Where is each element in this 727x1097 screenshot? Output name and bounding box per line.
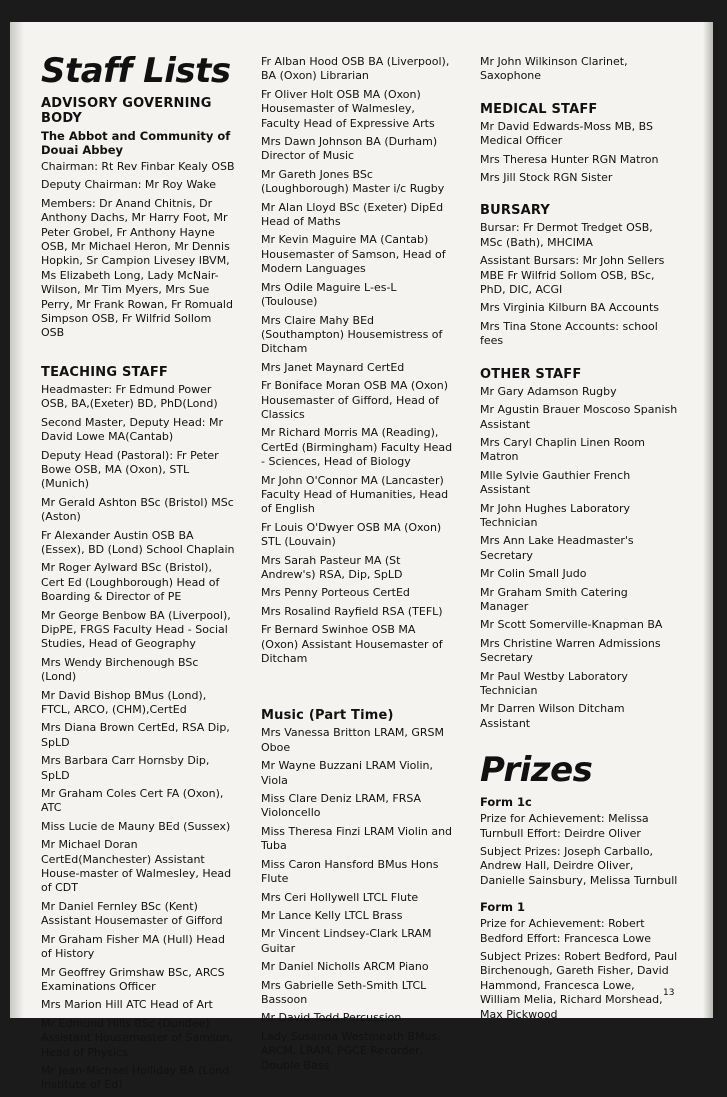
list-item: Bursar: Fr Dermot Tredget OSB, MSc (Bath), MHCIMA	[480, 221, 653, 249]
list-item: Fr Boniface Moran OSB MA (Oxon) Housemaster of Gifford, Head of Classics	[261, 379, 449, 421]
list-item: Mr Roger Aylward BSc (Bristol), Cert Ed (Loughborough) Head of Boarding & Director of PE	[41, 561, 220, 604]
music-list	[261, 726, 455, 1073]
list-item: Mrs Dawn Johnson BA (Durham) Director of Music	[261, 135, 438, 163]
list-item: Miss Theresa Finzi LRAM Violin and Tuba	[261, 824, 453, 853]
list-item: Fr Alexander Austin OSB BA (Essex), BD (Lond) School Chaplain	[41, 528, 235, 556]
page-title: Staff Lists	[41, 51, 231, 91]
list-item: Mr Michael Doran CertEd(Manchester) Assistant House-master of Walmesley, Head of CDT	[41, 838, 232, 895]
list-item: Deputy Head (Pastoral): Fr Peter Bowe OSB, MA (Oxon), STL (Munich)	[41, 448, 219, 491]
list-item: Miss Lucie de Mauny BEd (Sussex)	[41, 819, 231, 833]
bursary-list	[480, 221, 678, 348]
list-item: Miss Clare Deniz LRAM, FRSA Violoncello	[261, 792, 422, 820]
list-item: Mr Alan Lloyd BSc (Exeter) DipEd Head of Maths	[261, 200, 444, 229]
medical-list	[480, 120, 678, 186]
list-item: Prize for Achievement: Robert Bedford Effort: Francesca Lowe	[480, 917, 652, 945]
list-item: Mr Geoffrey Grimshaw BSc, ARCS Examinations Officer	[41, 965, 225, 993]
bursary-heading: BURSARY	[480, 203, 551, 219]
list-item: Mr Gareth Jones BSc (Loughborough) Master i/c Rugby	[261, 167, 445, 196]
list-item: Mrs Theresa Hunter RGN Matron	[480, 152, 659, 166]
list-item: Mrs Claire Mahy BEd (Southampton) Housemistress of Ditcham	[261, 313, 443, 356]
form-1c-heading: Form 1c	[480, 795, 532, 810]
medical-heading: MEDICAL STAFF	[480, 101, 598, 117]
other-staff-heading: OTHER STAFF	[480, 366, 582, 382]
list-item: Mr Gary Adamson Rugby	[480, 384, 617, 398]
list-item: Mr Vincent Lindsey-Clark LRAM Guitar	[261, 927, 432, 955]
list-item: Mlle Sylvie Gauthier French Assistant	[480, 468, 631, 497]
form-1-list	[480, 917, 678, 1022]
list-item: Second Master, Deputy Head: Mr David Lowe MA(Cantab)	[41, 415, 224, 444]
list-item: Mrs Rosalind Rayfield RSA (TEFL)	[261, 604, 443, 618]
list-item: Mr Edmund Hills BSc (Dundee) Assistant Housemaster of Samson, Head of Physics	[41, 1016, 233, 1059]
advisory-list	[41, 160, 237, 341]
list-item: Mr Gerald Ashton BSc (Bristol) MSc (Aston)	[41, 495, 234, 524]
list-item: Mrs Virginia Kilburn BA Accounts	[480, 301, 660, 315]
other-staff-list	[480, 385, 678, 732]
list-item: Mrs Janet Maynard CertEd	[261, 360, 405, 374]
list-item: Mrs Ceri Hollywell LTCL Flute	[261, 890, 419, 904]
list-item: Mrs Ann Lake Headmaster's Secretary	[480, 534, 634, 562]
teaching-list	[41, 383, 237, 1093]
advisory-heading: ADVISORY GOVERNING BODY	[41, 96, 212, 126]
teaching-heading: TEACHING STAFF	[41, 364, 168, 380]
list-item: Mr David Todd Percussion	[261, 1011, 402, 1025]
list-item: Mrs Tina Stone Accounts: school fees	[480, 319, 658, 348]
list-item: Mr Scott Somerville-Knapman BA	[480, 618, 663, 632]
list-item: Mrs Penny Porteous CertEd	[261, 586, 410, 600]
list-item: Mrs Gabrielle Seth-Smith LTCL Bassoon	[261, 978, 427, 1006]
list-item: Fr Oliver Holt OSB MA (Oxon) Housemaster of Walmesley, Faculty Head of Expressive Arts	[261, 87, 435, 130]
list-item: Assistant Bursars: Mr John Sellers MBE Fr Wilfrid Sollom OSB, BSc, PhD, DIC, ACGI	[480, 254, 665, 297]
list-item: Mr John Wilkinson Clarinet, Saxophone	[480, 55, 628, 83]
list-item: Mr Darren Wilson Ditcham Assistant	[480, 702, 625, 730]
list-item: Fr Louis O'Dwyer OSB MA (Oxon) STL (Louvain)	[261, 520, 442, 549]
list-item: Fr Alban Hood OSB BA (Liverpool), BA (Oxon) Librarian	[261, 55, 450, 83]
list-item: Mr Graham Smith Catering Manager	[480, 585, 628, 613]
list-item: Mrs Vanessa Britton LRAM, GRSM Oboe	[261, 726, 445, 754]
list-item: Mrs Diana Brown CertEd, RSA Dip, SpLD	[41, 721, 230, 749]
list-item: Mrs Barbara Carr Hornsby Dip, SpLD	[41, 754, 210, 782]
list-item: Mr David Edwards-Moss MB, BS Medical Officer	[480, 119, 653, 148]
advisory-subheading: The Abbot and Community of Douai Abbey	[41, 129, 231, 157]
list-item: Mr John Hughes Laboratory Technician	[480, 501, 631, 529]
list-item: Mr Kevin Maguire MA (Cantab) Housemaster of Samson, Head of Modern Languages	[261, 233, 446, 276]
list-item: Mrs Jill Stock RGN Sister	[480, 171, 613, 185]
list-item: Mr Daniel Fernley BSc (Kent) Assistant Housemaster of Gifford	[41, 899, 223, 928]
list-item: Mrs Wendy Birchenough BSc (Lond)	[41, 655, 199, 684]
list-item: Subject Prizes: Robert Bedford, Paul Birchenough, Gareth Fisher, David Hammond, Francesca Lowe, William Melia, Richard Morshead, Max Pickwood	[480, 950, 678, 1021]
list-item: Mr Daniel Nicholls ARCM Piano	[261, 960, 429, 974]
column-3	[480, 55, 678, 1026]
list-item: Mr Wayne Buzzani LRAM Violin, Viola	[261, 759, 433, 787]
list-item: Mr Colin Small Judo	[480, 567, 587, 581]
list-item: Mr Graham Fisher MA (Hull) Head of History	[41, 932, 226, 961]
list-item: Miss Caron Hansford BMus Hons Flute	[261, 857, 439, 886]
list-item: Headmaster: Fr Edmund Power OSB, BA,(Exeter) BD, PhD(Lond)	[41, 382, 218, 411]
list-item: Mrs Christine Warren Admissions Secretary	[480, 636, 661, 665]
list-item: Mrs Marion Hill ATC Head of Art	[41, 998, 213, 1012]
list-item: Mr John O'Connor MA (Lancaster) Faculty Head of Humanities, Head of English	[261, 473, 449, 516]
list-item: Mr Richard Morris MA (Reading), CertEd (Birmingham) Faculty Head - Sciences, Head of Biology	[261, 426, 453, 469]
list-item: Mrs Sarah Pasteur MA (St Andrew's) RSA, Dip, SpLD	[261, 553, 403, 581]
list-item: Chairman: Rt Rev Finbar Kealy OSB	[41, 160, 235, 173]
list-item: Mr Agustin Brauer Moscoso Spanish Assistant	[480, 403, 678, 431]
list-item: Members: Dr Anand Chitnis, Dr Anthony Dachs, Mr Harry Foot, Mr Peter Grobel, Fr Anthony Hayne OSB, Mr Michael Heron, Mr Dennis Hopkin, Sr Campion Livesey IBVM, Ms Elizabeth Long, Lady McNair-Wilson, Mr Tim Myers, Mrs Sue Perry, Mr Frank Rowan, Fr Romuald Simpson OSB, Fr Wilfrid Sollom OSB	[41, 196, 233, 340]
music-heading: Music (Part Time)	[261, 708, 394, 724]
list-item: Mr Graham Coles Cert FA (Oxon), ATC	[41, 787, 224, 815]
list-item: Deputy Chairman: Mr Roy Wake	[41, 178, 216, 192]
list-item: Mrs Odile Maguire L-es-L (Toulouse)	[261, 280, 397, 309]
list-item: Mr George Benbow BA (Liverpool), DipPE, FRGS Faculty Head - Social Studies, Head of Geography	[41, 608, 231, 651]
list-item: Lady Susanna Westmeath BMus, ARCM, LRAM, PGCE Recorder, Double Bass	[261, 1029, 441, 1072]
list-item: Subject Prizes: Joseph Carballo, Andrew Hall, Deirdre Oliver, Danielle Sainsbury, Melissa Turnbull	[480, 845, 678, 887]
list-item: Mr Paul Westby Laboratory Technician	[480, 669, 628, 697]
document-page	[10, 22, 713, 1092]
list-item: Mr Jean-Michael Holliday BA (Lond Institute of Ed)	[41, 1063, 230, 1092]
list-item: Prize for Achievement: Melissa Turnbull Effort: Deirdre Oliver	[480, 812, 649, 840]
column-2	[261, 55, 455, 1077]
column-1	[41, 50, 237, 1097]
prizes-title: Prizes	[480, 750, 593, 791]
page-number: 13	[663, 988, 675, 998]
list-item: Mrs Caryl Chaplin Linen Room Matron	[480, 435, 645, 464]
form-1-heading: Form 1	[480, 900, 525, 915]
list-item: Fr Bernard Swinhoe OSB MA (Oxon) Assistant Housemaster of Ditcham	[261, 623, 443, 666]
form-1c-list	[480, 812, 678, 888]
list-item: Mr David Bishop BMus (Lond), FTCL, ARCO, (CHM),CertEd	[41, 688, 207, 716]
teaching-list-continued	[261, 55, 455, 666]
list-item: Mr Lance Kelly LTCL Brass	[261, 908, 403, 922]
